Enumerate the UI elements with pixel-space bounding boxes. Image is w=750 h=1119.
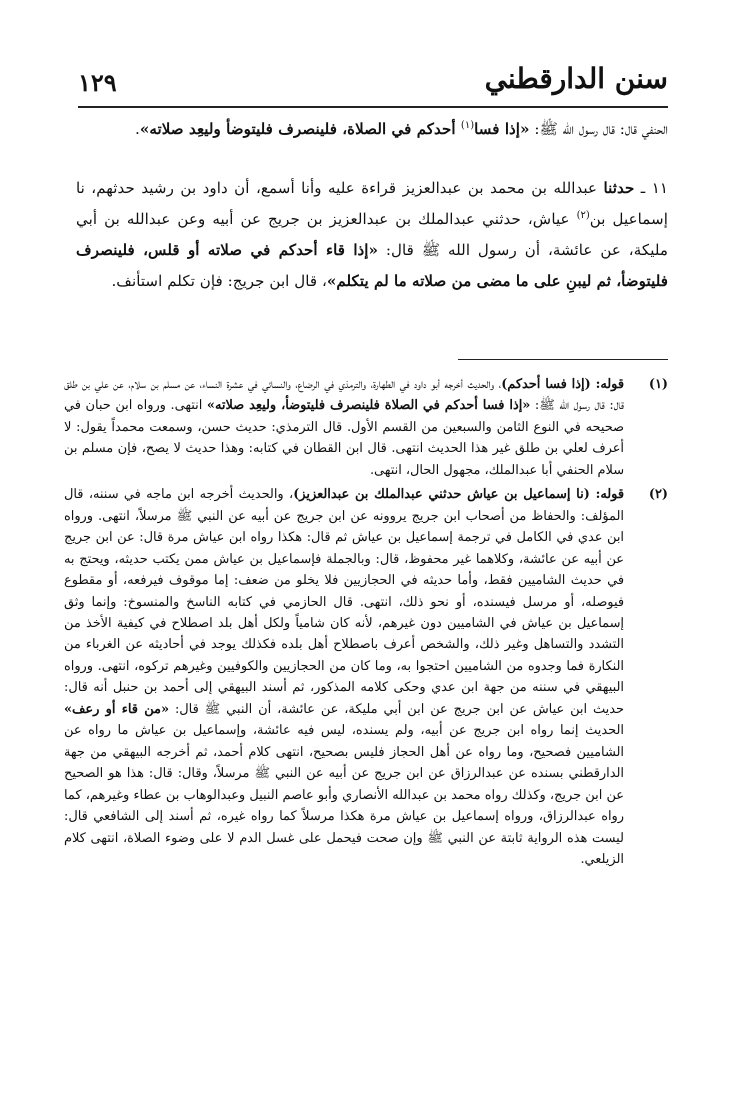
text-run: . [135, 120, 140, 138]
continued-paragraph [76, 114, 668, 145]
footnote-heading: قوله: (إذا فسا أحدكم) [501, 377, 624, 392]
footnote-separator [458, 359, 668, 360]
text-run: ، والحديث أخرجه أبو داود في الطهارة، والترمذي في الرضاع، والنسائي في عشرة النساء، عن مسلم بن سلام، عن علي بن طلق قال: قال رسول الله ﷺ: [64, 377, 624, 414]
footnote-number: (١) [648, 377, 668, 392]
hadith-quote: «من قاء أو رعف» [64, 701, 170, 717]
hadith-quote: أحدكم في الصلاة، فلينصرف فليتوضأ وليعِد صلاته» [139, 120, 461, 138]
hadith-number: ١١ ـ [634, 179, 669, 197]
footnote-ref-2[interactable]: (٢) [576, 209, 590, 221]
footnote-heading: قوله: (نا إسماعيل بن عياش حدثني عبدالملك بن عبدالعزيز) [293, 487, 624, 503]
page-header [78, 62, 668, 108]
text-run: انتهى. ورواه ابن حبان في صحيحه في النوع الثامن والسبعين من القسم الأول. قال الترمذي: حديث حسن، وسمعت محمداً يقول: لا أعرف لعلي بن طلق غير هذا الحديث انتهى. قال ابن القطان في كتابه: وهذا حديث لا يصح، فإن مسلم بن سلام الحنفي أبا عبدالملك، مجهول الحال، انتهى. [64, 398, 624, 478]
footnote-ref-1[interactable]: (١) [460, 119, 475, 131]
book-title: سنن الدارقطني [484, 62, 668, 95]
text-run: عياش، حدثني عبدالملك بن عبدالعزيز بن جريج عن أبيه وعن عبدالله بن أبي مليكة، عن عائشة، أن رسول الله ﷺ قال: [76, 210, 668, 259]
footnote-number: (٢) [648, 487, 668, 503]
footnote-1 [64, 374, 668, 481]
main-text [76, 114, 668, 297]
hadith-quote: «إذا قاء أحدكم في صلاته أو قلس، فلينصرف فليتوضأ، ثم ليبنِ على ما مضى من صلاته ما لم يتكلم» [76, 241, 668, 290]
hadith-quote: «إذا فسا أحدكم في الصلاة فلينصرف فليتوضأ، وليعِد صلاته» [206, 398, 531, 414]
text-run: ، قال ابن جريج: فإن تكلم استأنف. [111, 272, 327, 290]
page-number: ١٢٩ [78, 68, 117, 97]
footnote-2 [64, 484, 668, 870]
text-run: ، والحديث أخرجه ابن ماجه في سننه، قال المؤلف: والحفاظ من أصحاب ابن جريج يروونه عن ابن جريج عن أبيه عن النبي ﷺ مرسلاً، انتهى. ورواه ابن عدي في الكامل في ترجمة إسماعيل بن عياش ثم قال: هكذا رواه ابن عياش مرة قال: عن ابن جريج عن أبيه عن عائشة، وكلاهما غير محفوظ، قال: وبالجملة فإسماعيل بن عياش ممن يكتب حديثه، ويحتج به في حديث الشاميين فقط، وأما حديثه في الحجازيين فلا يخلو من ضعف: إما موقوف فيرفعه، أو مقطوع فيوصله، أو مرسل فيسنده، أو نحو ذلك، انتهى. قال الحازمي في كتابه الناسخ والمنسوخ: وإنما وثق إسماعيل بن عياش في الشاميين دون غيرهم، لأنه كان شامياً ولكل أهل بلد اصطلاح في كيفية الأخذ من التشدد والتساهل وغير ذلك، والشخص أعرف باصطلاح أهل بلده فكذلك يوجد في أحاديثه عن الغرباء من النكارة فما وجدوه من الشاميين احتجوا به، وما كان من الحجازيين والكوفيين وغيرهم تركوه، انتهى. ورواه البيهقي في سننه من جهة ابن عدي وحكى كلامه المذكور، ثم أسند البيهقي إلى أحمد بن حنبل أنه قال: حديث ابن عياش عن ابن جريج عن ابن أبي مليكة، عن عائشة، أن النبي ﷺ قال: [64, 487, 624, 717]
hadith-lead-word: حدثنا [603, 179, 635, 197]
footnotes [64, 374, 668, 873]
text-run: الحديث إنما رواه ابن جريج عن أبيه، ولم يسنده، ليس فيه عائشة، وإسماعيل بن عياش ما رواه عن الشاميين فصحيح، وما رواه عن أهل الحجاز فليس بصحيح، انتهى كلام أحمد، ثم أخرجه البيهقي من جهة الدارقطني بسنده عن عبدالرزاق عن ابن جريج عن أبيه عن النبي ﷺ مرسلاً، وقال: قال: هذا هو الصحيح عن ابن جريج، وكذلك رواه محمد بن عبدالله الأنصاري وأبو عاصم النبيل وعبدالوهاب بن عطاء وغيرهم، كما رواه عبدالرزاق، ورواه إسماعيل بن عياش مرة هكذا مرسلاً كما رواه غيره، ثم أسند إلى الشافعي قال: ليست هذه الرواية ثابتة عن النبي ﷺ وإن صحت فيحمل على غسل الدم لا على وضوء الصلاة، انتهى كلام الزيلعي. [64, 723, 624, 867]
hadith-11 [76, 173, 668, 297]
text-run: عبدالله بن محمد بن عبدالعزيز قراءة عليه وأنا أسمع، أن داود بن رشيد حدثهم، نا إسماعيل بن [76, 179, 668, 228]
hadith-quote: «إذا فسا [474, 120, 530, 138]
text-run: الحنفي قال: قال رسول الله ﷺ: [529, 120, 668, 138]
